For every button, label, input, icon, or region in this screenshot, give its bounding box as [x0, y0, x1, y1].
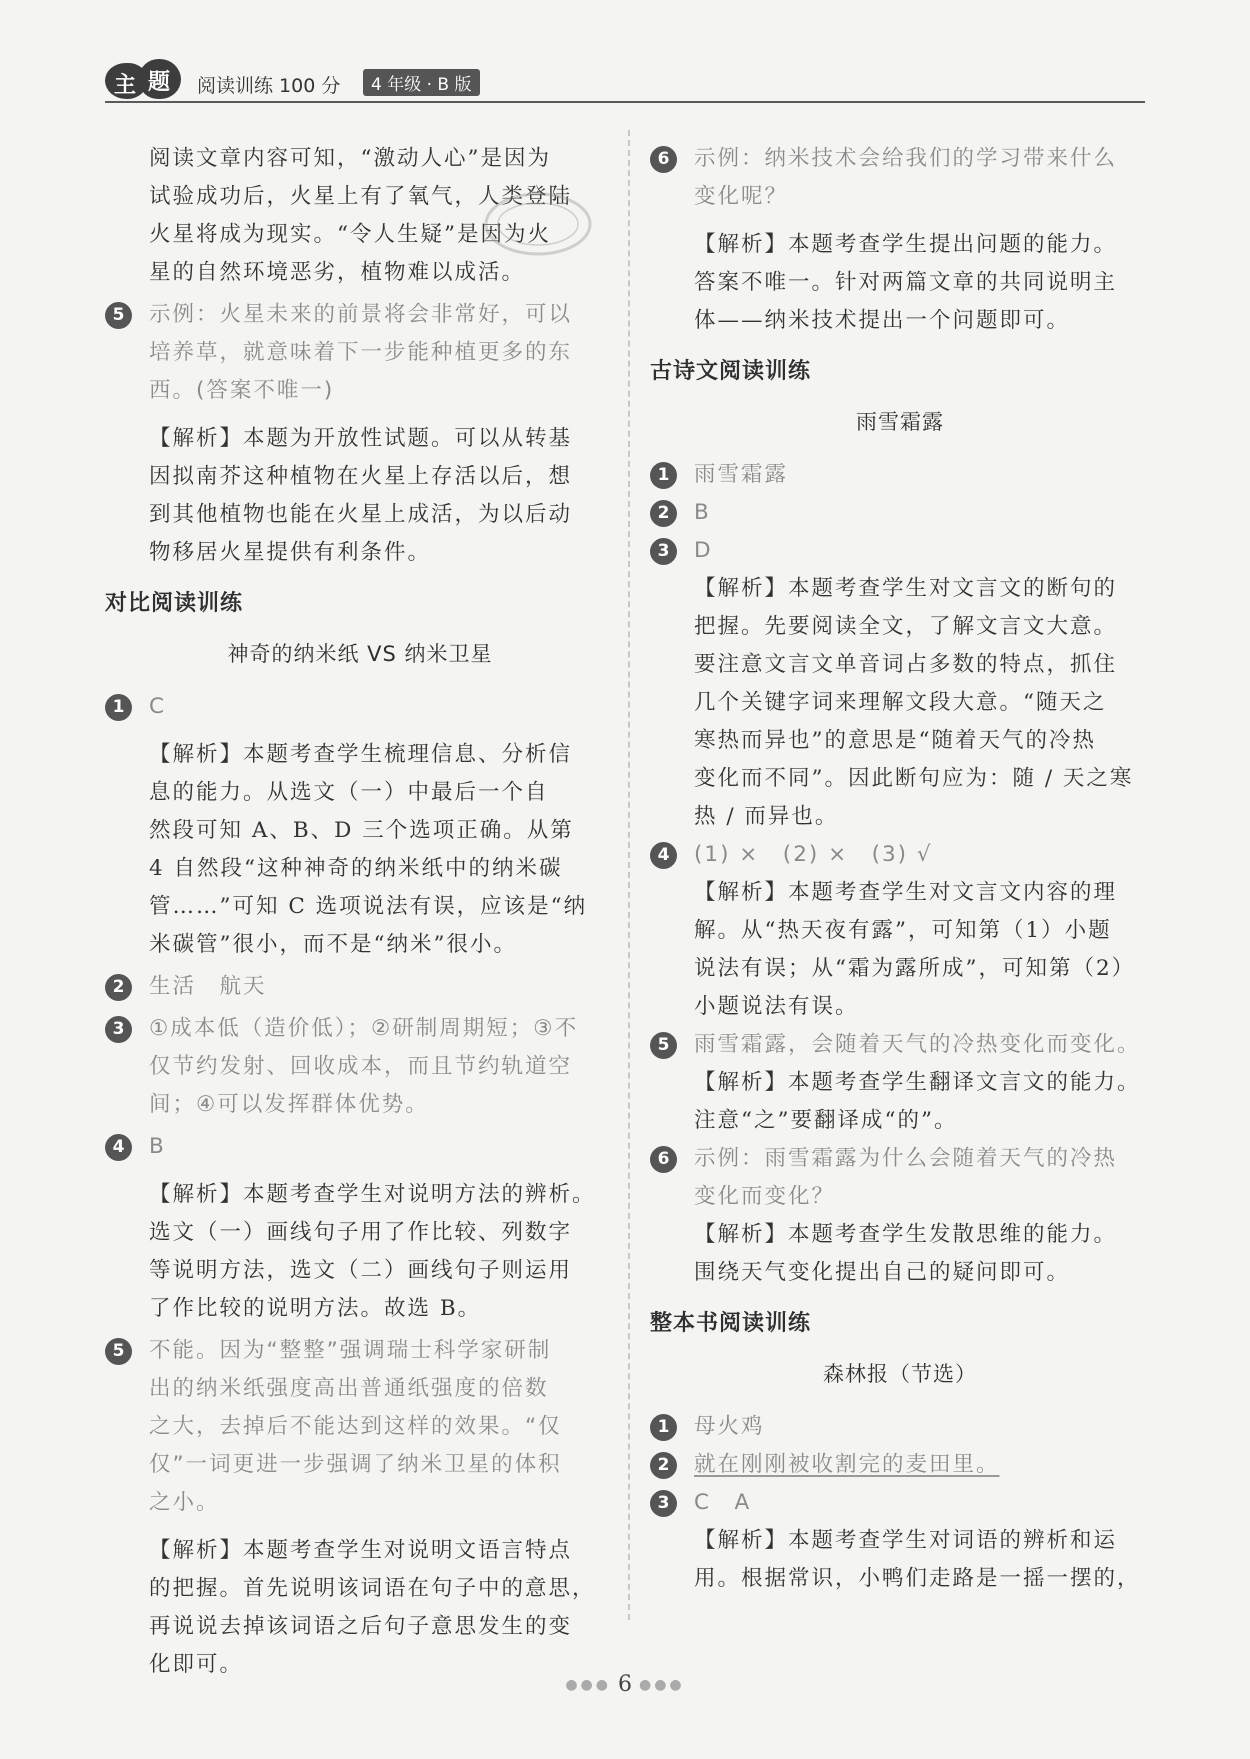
stamp-mark — [478, 188, 598, 260]
analysis-line: 息的能力。从选文（一）中最后一个自 — [149, 780, 549, 805]
question-number-badge: 2 — [650, 1452, 677, 1479]
question-number-badge: 1 — [105, 694, 132, 721]
left-column — [105, 140, 615, 1684]
analysis-line: 因拟南芥这种植物在火星上存活以后，想 — [149, 464, 573, 489]
grade-badge: 4 年级 · B 版 — [363, 69, 480, 96]
question-5 — [105, 296, 615, 572]
footer-dots-right: ●●● — [639, 1677, 685, 1693]
analysis-line: 把握。先要阅读全文，了解文言文大意。 — [694, 614, 1118, 639]
question-2 — [105, 968, 615, 1006]
analysis-line: 体——纳米技术提出一个问题即可。 — [694, 308, 1071, 333]
analysis-line: 【解析】本题考查学生对文言文的断句的 — [694, 576, 1118, 601]
analysis-line: 【解析】本题考查学生发散思维的能力。 — [694, 1222, 1118, 1247]
answer-line: C — [149, 694, 167, 719]
analysis-line: 热 / 而异也。 — [694, 804, 839, 829]
answer-line: ①成本低（造价低）；②研制周期短；③不 — [149, 1016, 579, 1041]
book-title: 阅读训练 100 分 — [197, 75, 341, 97]
answer-line: 示例：火星未来的前景将会非常好，可以 — [149, 302, 573, 327]
analysis-line: 几个关键字词来理解文段大意。“随天之 — [694, 690, 1107, 715]
analysis-line: 【解析】本题考查学生对文言文内容的理 — [694, 880, 1118, 905]
answer-line: 仅”一词更进一步强调了纳米卫星的体积 — [149, 1452, 562, 1477]
answer-line: 示例：纳米技术会给我们的学习带来什么 — [694, 146, 1118, 171]
answer-line: 西。(答案不唯一) — [149, 378, 335, 403]
answer-line: B — [694, 500, 711, 525]
analysis-line: 物移居火星提供有利条件。 — [149, 540, 432, 565]
question-number-badge: 6 — [650, 1146, 677, 1173]
question-number-badge: 4 — [650, 842, 677, 869]
question-number-badge: 5 — [105, 302, 132, 329]
analysis-line: 【解析】本题考查学生对词语的辨析和运 — [694, 1528, 1118, 1553]
analysis-line: 到其他植物也能在火星上成活，为以后动 — [149, 502, 573, 527]
page-header — [105, 55, 1145, 107]
question-1 — [650, 1408, 1150, 1446]
answer-line: 雨雪霜露 — [694, 462, 789, 487]
page-footer — [0, 1672, 1250, 1697]
question-number-badge: 3 — [650, 1490, 677, 1517]
question-number-badge: 3 — [650, 538, 677, 565]
question-6b — [650, 1140, 1150, 1292]
answer-line: 示例：雨雪霜露为什么会随着天气的冷热 — [694, 1146, 1118, 1171]
analysis-line: 【解析】本题考查学生提出问题的能力。 — [694, 232, 1118, 257]
question-number-badge: 1 — [650, 1414, 677, 1441]
question-1 — [105, 688, 615, 964]
analysis-line: 【解析】本题为开放性试题。可以从转基 — [149, 426, 573, 451]
analysis-line: 【解析】本题考查学生对说明方法的辨析。 — [149, 1182, 596, 1207]
question-number-badge: 3 — [105, 1016, 132, 1043]
answer-line: (1) × (2) × (3) √ — [694, 842, 933, 867]
analysis-line: 4 自然段“这种神奇的纳米纸中的纳米碳 — [149, 856, 563, 881]
analysis-line: 用。根据常识，小鸭们走路是一摇一摆的， — [694, 1566, 1141, 1591]
analysis-line: 注意“之”要翻译成“的”。 — [694, 1108, 958, 1133]
column-divider — [628, 130, 630, 1620]
answer-line: 变化呢？ — [694, 184, 789, 209]
question-5 — [650, 1026, 1150, 1140]
footer-dots-left: ●●● — [565, 1677, 611, 1693]
analysis-line: 等说明方法，选文（二）画线句子则运用 — [149, 1258, 573, 1283]
analysis-line: 解。从“热天夜有露”，可知第（1）小题 — [694, 918, 1112, 943]
analysis-line: 【解析】本题考查学生对说明文语言特点 — [149, 1538, 573, 1563]
analysis-line: 米碳管”很小，而不是“纳米”很小。 — [149, 932, 517, 957]
question-number-badge: 4 — [105, 1134, 132, 1161]
answer-line: 不能。因为“整整”强调瑞士科学家研制 — [149, 1338, 552, 1363]
answer-line: 变化而变化？ — [694, 1184, 836, 1209]
analysis-line: 寒热而异也”的意思是“随着天气的冷热 — [694, 728, 1096, 753]
text-line: 阅读文章内容可知，“激动人心”是因为 — [149, 146, 551, 171]
analysis-line: 化即可。 — [149, 1652, 244, 1677]
text-line: 星的自然环境恶劣，植物难以成活。 — [149, 260, 526, 285]
question-3 — [650, 532, 1150, 836]
question-3 — [650, 1484, 1150, 1598]
article-title: 森林报（节选） — [823, 1362, 977, 1386]
analysis-line: 小题说法有误。 — [694, 994, 859, 1019]
answer-line: 培养草，就意味着下一步能种植更多的东 — [149, 340, 573, 365]
analysis-line: 说法有误；从“霜为露所成”，可知第（2） — [694, 956, 1136, 981]
question-2 — [650, 494, 1150, 532]
question-5b — [105, 1332, 615, 1684]
answer-line: 之小。 — [149, 1490, 220, 1515]
right-column — [650, 140, 1150, 1598]
series-logo — [105, 55, 187, 101]
analysis-line: 选文（一）画线句子用了作比较、列数字 — [149, 1220, 573, 1245]
logo-char-1: 主 — [114, 73, 137, 98]
analysis-line: 【解析】本题考查学生梳理信息、分析信 — [149, 742, 573, 767]
question-2 — [650, 1446, 1150, 1484]
answer-line: 母火鸡 — [694, 1414, 765, 1439]
analysis-line: 围绕天气变化提出自己的疑问即可。 — [694, 1260, 1071, 1285]
question-3 — [105, 1010, 615, 1124]
section-title: 整本书阅读训练 — [650, 1311, 812, 1336]
question-number-badge: 6 — [650, 146, 677, 173]
answer-line: 生活 航天 — [149, 974, 267, 999]
question-4 — [650, 836, 1150, 1026]
section-title: 古诗文阅读训练 — [650, 359, 812, 384]
analysis-line: 【解析】本题考查学生翻译文言文的能力。 — [694, 1070, 1141, 1095]
answer-line: B — [149, 1134, 166, 1159]
page-number: 6 — [618, 1672, 632, 1697]
answer-line: 仅节约发射、回收成本，而且节约轨道空 — [149, 1054, 573, 1079]
question-4 — [105, 1128, 615, 1328]
answer-line: 就在刚刚被收割完的麦田里。 — [694, 1452, 1000, 1477]
answer-line: 间；④可以发挥群体优势。 — [149, 1092, 429, 1117]
answer-line: 雨雪霜露，会随着天气的冷热变化而变化。 — [694, 1032, 1141, 1057]
analysis-line: 变化而不同”。因此断句应为：随 / 天之寒 — [694, 766, 1134, 791]
question-number-badge: 5 — [650, 1032, 677, 1059]
answer-line: 之大，去掉后不能达到这样的效果。“仅 — [149, 1414, 562, 1439]
analysis-line: 了作比较的说明方法。故选 B。 — [149, 1296, 482, 1321]
question-number-badge: 5 — [105, 1338, 132, 1365]
question-number-badge: 1 — [650, 462, 677, 489]
article-title: 雨雪霜露 — [856, 410, 944, 434]
analysis-line: 再说说去掉该词语之后句子意思发生的变 — [149, 1614, 573, 1639]
analysis-line: 然段可知 A、B、D 三个选项正确。从第 — [149, 818, 574, 843]
answer-line: D — [694, 538, 713, 563]
analysis-line: 答案不唯一。针对两篇文章的共同说明主 — [694, 270, 1118, 295]
logo-char-2: 题 — [148, 70, 171, 95]
question-number-badge: 2 — [650, 500, 677, 527]
analysis-line: 要注意文言文单音词占多数的特点，抓住 — [694, 652, 1118, 677]
question-number-badge: 2 — [105, 974, 132, 1001]
answer-line: 出的纳米纸强度高出普通纸强度的倍数 — [149, 1376, 549, 1401]
answer-line: C A — [694, 1490, 752, 1515]
analysis-line: 的把握。首先说明该词语在句子中的意思， — [149, 1576, 596, 1601]
question-1 — [650, 456, 1150, 494]
header-rule — [105, 101, 1145, 103]
article-title: 神奇的纳米纸 VS 纳米卫星 — [227, 642, 493, 666]
question-6 — [650, 140, 1150, 340]
section-title: 对比阅读训练 — [105, 591, 244, 616]
text-line: 火星将成为现实。“令人生疑”是因为火 — [149, 222, 551, 247]
analysis-line: 管……”可知 C 选项说法有误，应该是“纳 — [149, 894, 588, 919]
text-line: 试验成功后，火星上有了氧气，人类登陆 — [149, 184, 573, 209]
